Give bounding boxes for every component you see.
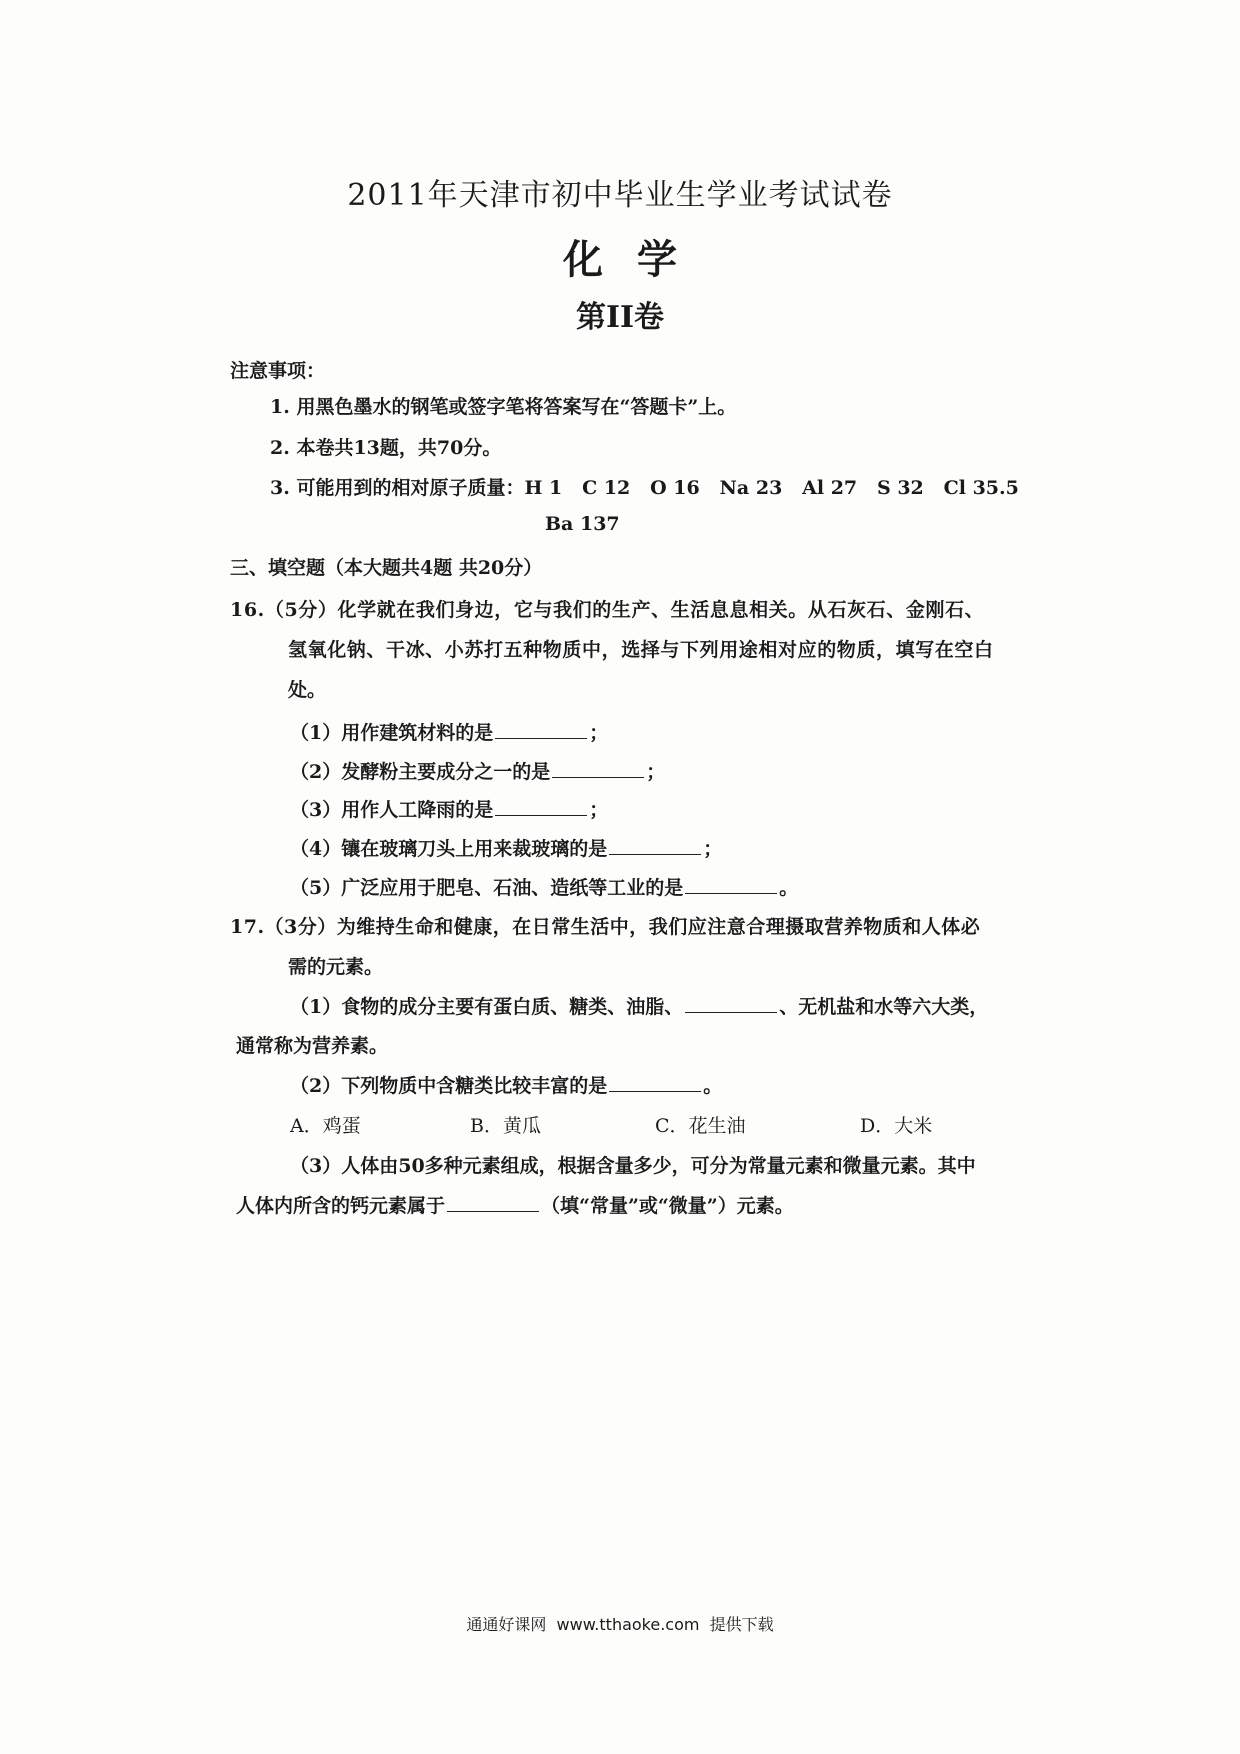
note-item-1: 1. 用黑色墨水的钢笔或签字笔将答案写在“答题卡”上。 [270,396,737,418]
q16-stem-line-1: 16.（5分）化学就在我们身边，它与我们的生产、生活息息相关。从石灰石、金刚石、 [230,599,985,621]
answer-blank[interactable] [685,875,777,894]
q17-part-1-text-after: 、无机盐和水等六大类， [779,996,989,1018]
notes-heading: 注意事项： [230,360,326,382]
q16-sub-5-text: （5）广泛应用于肥皂、石油、造纸等工业的是 [290,877,684,899]
q16-sub-1 [290,718,608,745]
q16-sub-2 [290,757,665,784]
q17-part-3-text: 人体内所含的钙元素属于 [236,1195,446,1217]
q16-sub-4 [290,834,722,861]
note-item-3: 3. 可能用到的相对原子质量：H 1 C 12 O 16 Na 23 Al 27 S 32 Cl 35.5 [270,477,1019,499]
answer-blank[interactable] [447,1193,539,1212]
exam-title: 2011年天津市初中毕业生学业考试试卷 [347,178,893,213]
q17-part-3-line-1: （3）人体由50多种元素组成，根据含量多少，可分为常量元素和微量元素。其中 [290,1155,976,1177]
q16-sub-4-end: ； [703,838,723,860]
q17-part-2-text: （2）下列物质中含糖类比较丰富的是 [290,1075,608,1097]
q16-stem-line-2: 氢氧化钠、干冰、小苏打五种物质中，选择与下列用途相对应的物质，填写在空白 [288,639,994,661]
q16-sub-5-end: 。 [779,877,799,899]
q17-part-1-line-2: 通常称为营养素。 [236,1035,389,1057]
answer-blank[interactable] [552,759,644,778]
option-a: A．鸡蛋 [290,1115,361,1137]
q16-sub-3-end: ； [589,799,609,821]
q17-stem-line-1: 17.（3分）为维持生命和健康，在日常生活中，我们应注意合理摄取营养物质和人体必 [230,916,981,938]
option-c: C．花生油 [655,1115,746,1137]
q17-part-1-text: （1）食物的成分主要有蛋白质、糖类、油脂、 [290,996,684,1018]
answer-blank[interactable] [495,797,587,816]
q16-sub-3 [290,795,608,822]
q16-sub-2-text: （2）发酵粉主要成分之一的是 [290,761,551,783]
answer-blank[interactable] [495,720,587,739]
q16-stem-line-3: 处。 [288,679,327,701]
q16-sub-5 [290,873,798,900]
option-d: D．大米 [860,1115,933,1137]
answer-blank[interactable] [685,994,777,1013]
answer-blank[interactable] [609,836,701,855]
q16-sub-1-end: ； [589,722,609,744]
q16-sub-2-end: ； [646,761,666,783]
q16-sub-4-text: （4）镶在玻璃刀头上用来裁玻璃的是 [290,838,608,860]
volume-title: 第II卷 [575,300,665,335]
q16-sub-3-text: （3）用作人工降雨的是 [290,799,494,821]
subject-title: 化学 [563,237,711,283]
q17-part-1-line-1 [290,992,988,1019]
q17-stem-line-2: 需的元素。 [288,956,384,978]
footer-credit: 通通好课网 www.tthaoke.com 提供下载 [466,1615,774,1634]
q16-sub-1-text: （1）用作建筑材料的是 [290,722,494,744]
section-3-heading: 三、填空题（本大题共4题 共20分） [230,557,543,579]
q17-part-2-end: 。 [703,1075,723,1097]
q17-part-3-line-2 [236,1191,794,1218]
answer-blank[interactable] [609,1073,701,1092]
q17-part-3-text-after: （填“常量”或“微量”）元素。 [541,1195,794,1217]
q17-part-2 [290,1071,722,1098]
option-b: B．黄瓜 [470,1115,541,1137]
note-item-2: 2. 本卷共13题，共70分。 [270,437,502,459]
note-item-3-continued: Ba 137 [545,513,620,535]
